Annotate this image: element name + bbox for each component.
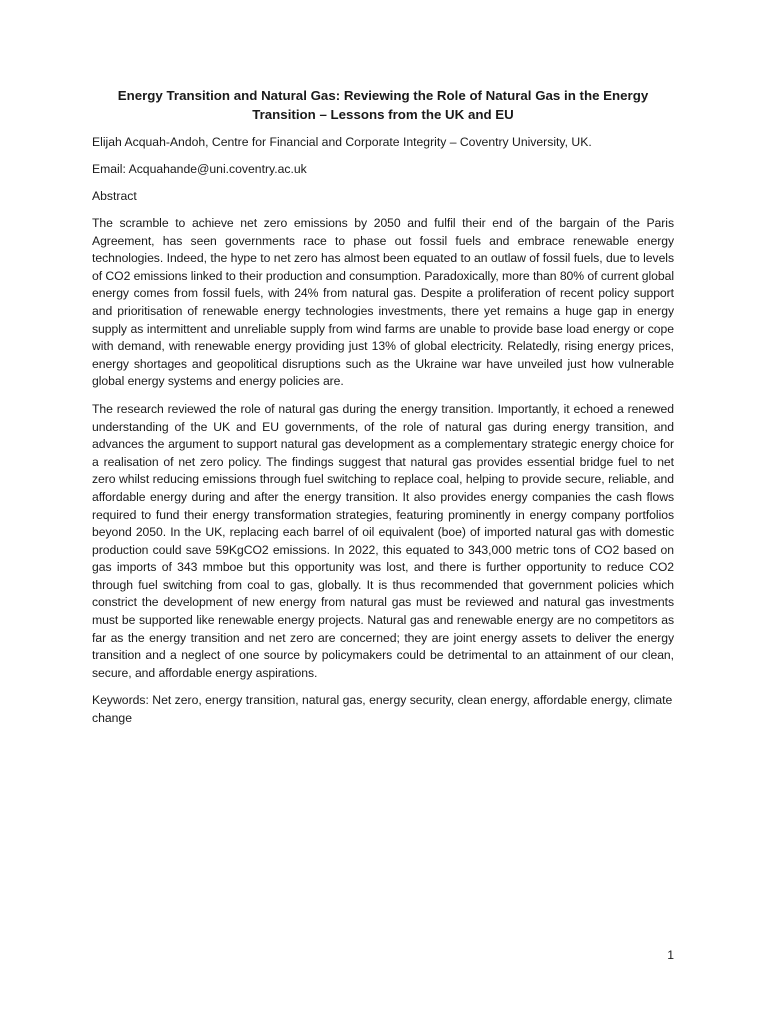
abstract-heading: Abstract (92, 189, 137, 203)
abstract-paragraph-2: The research reviewed the role of natural gas during the energy transition. Importantly, it echoed a renewed understanding of the UK and EU governments, of the role of natural gas during energy transition, and advances the argument to support natural gas development as a complementary strategic energy choice for a realisation of net zero policy. The findings suggest that natural gas provides essential bridge fuel to net zero whilst reducing emissions through fuel switching to replace coal, helping to provide secure, reliable, and affordable energy during and after the energy transition. It also provides energy companies the cash flows required to fund their energy transformation strategies, featuring prominently in energy company portfolios beyond 2050. In the UK, replacing each barrel of oil equivalent (boe) of imported natural gas with domestic production could save 59KgCO2 emissions. In 2022, this equated to 343,000 metric tons of CO2 based on gas imports of 343 mmboe but this opportunity was lost, and there is further opportunity to reduce CO2 through fuel switching from coal to gas, globally. It is thus recommended that government policies which constrict the development of new energy from natural gas must be reviewed and natural gas investments must be supported like renewable energy projects. Natural gas and renewable energy are no competitors as far as the energy transition and net zero are concerned; they are joint energy assets to deliver the energy transition and a neglect of one source by policymakers could be detrimental to an attainment of our clean, secure, and affordable energy aspirations. (92, 401, 674, 680)
paper-title: Energy Transition and Natural Gas: Reviewing the Role of Natural Gas in the Energy Transition – Lessons from the UK and EU (117, 88, 649, 122)
author-email: Email: Acquahande@uni.coventry.ac.uk (92, 162, 307, 176)
document-page (92, 86, 674, 728)
abstract-paragraph-1: The scramble to achieve net zero emissions by 2050 and fulfil their end of the bargain of the Paris Agreement, has seen governments race to phase out fossil fuels and embrace renewable energy technologies. Indeed, the hype to net zero has almost been equated to an outlaw of fossil fuels, due to levels of CO2 emissions linked to their production and consumption. Paradoxically, more than 80% of current global energy comes from fossil fuels, with 24% from natural gas. Despite a proliferation of recent policy support and prioritisation of renewable energy technologies investments, there yet remains a huge gap in energy supply as intermittent and unreliable supply from wind farms are unable to provide base load energy or cope with demand, with renewable energy providing just 13% of global electricity. Relatedly, rising energy prices, energy shortages and geopolitical disruptions such as the Ukraine war have unveiled just how vulnerable global energy systems and energy policies are. (92, 216, 674, 389)
author-affiliation: Elijah Acquah-Andoh, Centre for Financial and Corporate Integrity – Coventry University, UK. (92, 135, 592, 149)
keywords: Keywords: Net zero, energy transition, natural gas, energy security, clean energy, affordable energy, climate change (92, 693, 673, 726)
page-number: 1 (667, 948, 674, 962)
